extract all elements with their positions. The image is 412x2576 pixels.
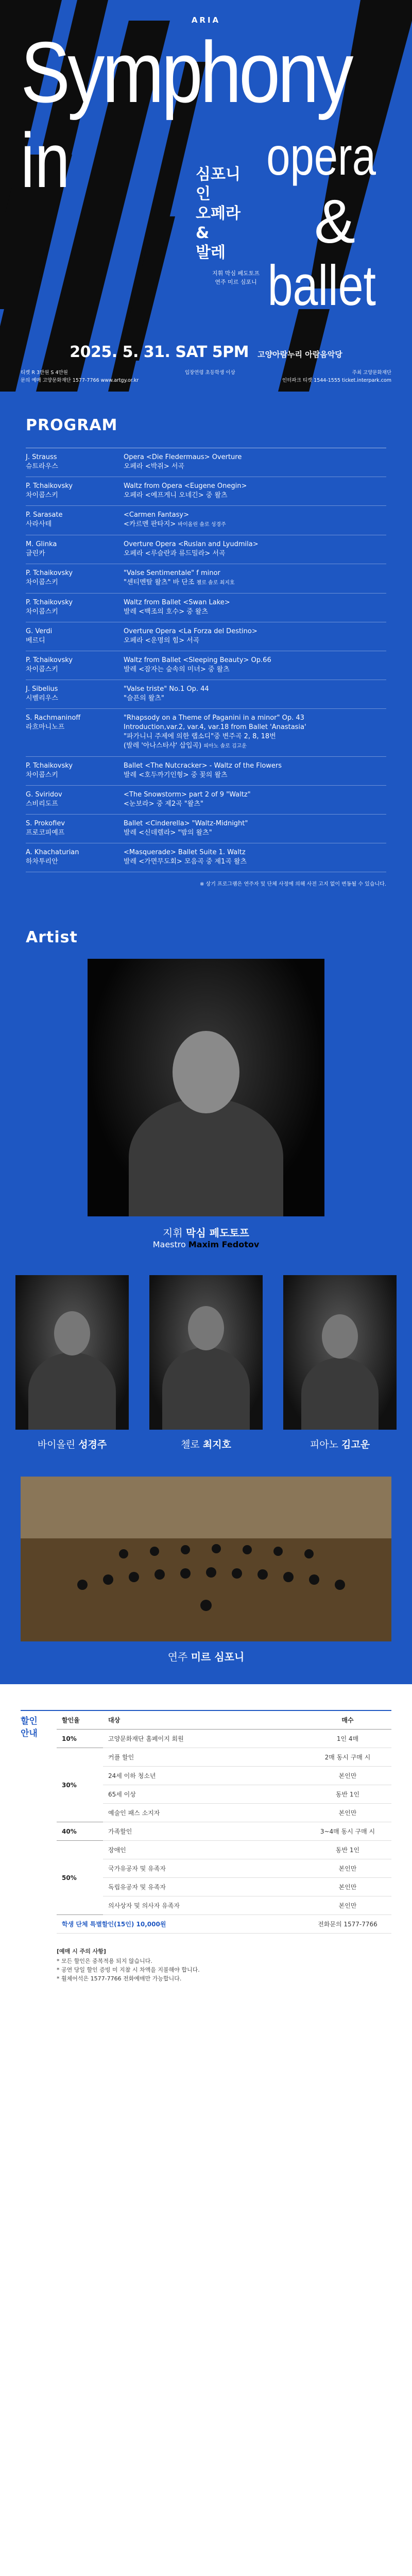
work-title [124,848,386,867]
conductor-silhouette [129,1098,283,1216]
kr-title-line: 인 [196,185,211,203]
artist-heading: Artist [26,928,78,946]
korean-title [196,165,241,263]
discount-qty: 3~4매 동시 구매 시 [304,1822,391,1841]
discount-target: 커플 할인 [103,1748,304,1767]
program-item [26,622,386,651]
program-item [26,815,386,843]
composer-name: 차이콥스키 [26,771,58,779]
age-limit: 입장연령 초등학생 이상 [184,370,235,376]
work-line: Overture Opera <La Forza del Destino> [124,628,258,635]
composer-name: A. Khachaturian [26,849,79,856]
discount-row [57,1767,391,1785]
composer [26,511,124,530]
conductor-role-en: Maestro [152,1240,186,1249]
discount-rate: 10% [57,1730,103,1748]
discount-qty: 본인만 [304,1896,391,1915]
work-line: 오페라 <운명의 힘> 서곡 [124,637,200,645]
program-item [26,594,386,622]
discount-qty: 본인만 [304,1767,391,1785]
concert-date: 2025. 5. 31. SAT 5PM [70,343,249,361]
discount-table [57,1710,391,1934]
composer-name: 차이콥스키 [26,579,58,586]
soloist-name: 김고운 [341,1439,370,1450]
composer-name: P. Tchaikovsky [26,762,73,770]
work-line: 오페라 <루슬란과 류드밀라> 서곡 [124,550,226,557]
work-line: "센티멘탈 왈츠" 바 단조 [124,579,195,586]
soloist-name: 성경주 [78,1439,107,1450]
composer [26,848,124,867]
work-line: "슬픈의 왈츠" [124,694,164,702]
concert-venue: 고양아람누리 아람음악당 [258,350,342,359]
work-line: <Masquerade> Ballet Suite 1. Waltz [124,849,246,856]
discount-rate: 40% [57,1822,103,1841]
soloist-cello [149,1275,263,1451]
work-line: Ballet <Cinderella> "Waltz-Midnight" [124,820,248,827]
program-item [26,709,386,757]
title-in: in [21,117,70,204]
discount-qty: 본인만 [304,1878,391,1896]
work-line: 발레 <호두까기인형> 중 꽃의 왈츠 [124,771,228,779]
violinist-photo [15,1275,129,1430]
work-line: Overture Opera <Ruslan and Lyudmila> [124,540,259,548]
program-list [26,448,386,872]
composer-name: 슈트라우스 [26,463,58,470]
program-item [26,786,386,815]
composer [26,656,124,674]
discount-target: 독립유공자 및 유족자 [103,1878,304,1896]
work-title [124,761,386,780]
conductor-name-en: Maxim Fedotov [188,1240,260,1249]
orchestra-name: 미르 심포니 [191,1651,245,1663]
discount-qty: 본인만 [304,1859,391,1878]
program-heading: PROGRAM [26,416,118,434]
conductor-name-kr: 막심 페도토프 [186,1227,249,1239]
pianist-photo [283,1275,397,1430]
notes-title: [예매 시 주의 사항] [57,1948,106,1955]
discount-target: 가족할인 [103,1822,304,1841]
organizer: 주최 고양문화재단 [352,370,391,376]
discount-target: 장애인 [103,1841,304,1859]
composer-name: P. Tchaikovsky [26,569,73,577]
composer [26,714,124,751]
discount-row [57,1748,391,1767]
composer [26,685,124,703]
pianist-head [322,1314,358,1359]
soloist-credit: 바이올린 솔로 성경주 [178,522,226,528]
orchestra-illustration [21,1477,391,1641]
discount-row [57,1785,391,1804]
hero-poster [0,0,412,392]
discount-row [57,1822,391,1841]
work-line: (발레 '아나스타샤' 삽입곡) [124,742,202,750]
orchestra-role: 연주 [167,1651,188,1663]
cellist-photo [149,1275,263,1430]
work-title [124,627,386,646]
booking-notes [57,1947,391,1983]
discount-row [57,1896,391,1915]
work-line: 발레 <백조의 호수> 중 왈츠 [124,608,208,616]
cellist-head [188,1306,224,1350]
work-title [124,714,386,751]
violinist-head [54,1311,90,1355]
composer-name: 스비리도프 [26,800,58,808]
work-line: Opera <Die Fledermaus> Overture [124,453,242,461]
kr-title-line: 발레 [196,244,226,262]
title-symphony: Symphony [21,24,351,121]
composer-name: P. Tchaikovsky [26,656,73,664]
kr-title-line: & [196,224,210,242]
program-section [0,392,412,918]
composer-name: 라흐마니노프 [26,723,65,731]
program-item [26,680,386,709]
work-title [124,656,386,674]
work-title [124,819,386,838]
hero-credits [212,269,260,286]
composer-name: J. Strauss [26,453,57,461]
credit-orchestra: 연주 미르 심포니 [215,279,257,285]
work-line: 발레 <신데렐라> "밤의 왈츠" [124,829,212,837]
composer [26,819,124,838]
group-discount-row [57,1915,391,1934]
work-line-wrap [124,578,386,588]
work-title [124,511,386,530]
note-line: * 모든 할인은 중복적용 되지 않습니다. [57,1958,152,1964]
discount-label [21,1710,57,1934]
composer-name: 차이콥스키 [26,492,58,499]
work-line: Waltz from Ballet <Swan Lake> [124,599,230,606]
composer-name: 사라사테 [26,520,52,528]
composer-name: 차이콥스키 [26,666,58,673]
interpark-link[interactable]: 인터파크 티켓 1544-1555 ticket.interpark.com [282,378,391,383]
violinist-silhouette [28,1352,116,1430]
kr-title-line: 오페라 [196,205,241,223]
work-line: <The Snowstorm> part 2 of 9 "Waltz" [124,791,251,799]
program-item [26,757,386,786]
discount-target: 고양문화재단 홈페이지 회원 [103,1730,304,1748]
work-title [124,482,386,500]
work-line-wrap [124,520,386,530]
work-line: 오페라 <예프게니 오네긴> 중 왈츠 [124,492,228,499]
soloist-piano [283,1275,397,1451]
discount-row [57,1804,391,1822]
title-ballet: ballet [267,254,376,317]
composer [26,540,124,558]
composer-name: 프로코피예프 [26,829,65,837]
work-line: "Valse triste" No.1 Op. 44 [124,685,209,693]
conductor-head [173,1031,239,1113]
work-title [124,790,386,809]
discount-target: 24세 이하 청소년 [103,1767,304,1785]
composer [26,627,124,646]
work-title [124,569,386,588]
discount-qty: 1인 4매 [304,1730,391,1748]
note-line: * 휠체어석은 1577-7766 전화예매만 가능합니다. [57,1975,182,1982]
composer [26,761,124,780]
discount-rate: 50% [57,1841,103,1915]
orchestra-photo [21,1477,391,1641]
header-target: 대상 [103,1710,304,1730]
pianist-silhouette [301,1358,379,1430]
date-venue [0,343,412,361]
composer-name: P. Tchaikovsky [26,482,73,490]
work-line: "Valse Sentimentale" f minor [124,569,220,577]
work-title [124,598,386,617]
composer-name: 하차투리안 [26,858,58,866]
program-item [26,448,386,477]
discount-target: 의사상자 및 의사자 유족자 [103,1896,304,1915]
composer-name: P. Tchaikovsky [26,599,73,606]
discount-target: 예술인 패스 소지자 [103,1804,304,1822]
composer-name: 차이콥스키 [26,608,58,616]
work-line: <눈보라> 중 제2곡 "왈츠" [124,800,203,808]
work-line: <Carmen Fantasy> [124,511,189,519]
composer-name: S. Prokofiev [26,820,65,827]
work-line: "파가니니 주제에 의한 랩소디"중 변주곡 2, 8, 18번 [124,733,276,740]
soloist-name: 최지호 [202,1439,231,1450]
conductor-photo [88,959,324,1216]
work-line: "Rhapsody on a Theme of Paganini in a minor" Op. 43 [124,714,304,722]
header-qty: 매수 [304,1710,391,1730]
composer-name: 베르디 [26,637,45,645]
composer-name: G. Verdi [26,628,53,635]
composer [26,569,124,588]
work-line: <카르멘 판타지> [124,520,176,528]
soloist-role: 바이올린 [37,1439,76,1450]
composer-name: G. Sviridov [26,791,62,799]
orchestra-caption [0,1649,412,1664]
soloist-credit: 피아노 솔로 김고운 [203,743,247,749]
discount-qty: 동반 1인 [304,1785,391,1804]
composer [26,482,124,500]
header-rate: 할인율 [57,1710,103,1730]
composer [26,598,124,617]
discount-qty: 2매 동시 구매 시 [304,1748,391,1767]
brand-logo: ARIA [191,15,221,25]
conductor-caption [0,1225,412,1249]
discount-row [57,1841,391,1859]
note-line: * 공연 당일 할인 증빙 미 지참 시 차액을 지불해야 합니다. [57,1967,200,1973]
credit-conductor: 지휘 막심 페도토프 [212,270,260,277]
work-title [124,540,386,558]
group-discount-qty: 전화문의 1577-7766 [304,1915,391,1934]
work-line: Introduction,var.2, var.4, var.18 from Ballet 'Anastasia' [124,723,306,731]
program-item [26,506,386,535]
work-title [124,453,386,471]
program-item [26,651,386,680]
program-item [26,535,386,564]
ticket-info [21,369,391,384]
program-item [26,564,386,594]
soloist-credit: 첼로 솔로 최지호 [196,580,235,586]
program-note: ※ 상기 프로그램은 연주자 및 단체 사정에 의해 사전 고지 없이 변동될 수 있습니다. [199,882,386,887]
work-line: Waltz from Ballet <Sleeping Beauty> Op.66 [124,656,271,664]
title-ampersand: & [314,187,355,256]
discount-qty: 동반 1인 [304,1841,391,1859]
discount-qty: 본인만 [304,1804,391,1822]
soloist-role: 첼로 [181,1439,200,1450]
title-opera: opera [266,127,376,187]
composer [26,453,124,471]
work-line: 발레 <잠자는 숲속의 미녀> 중 왈츠 [124,666,230,673]
kr-title-line: 심포니 [196,165,241,183]
soloist-violin [15,1275,129,1451]
soloists-row [15,1275,397,1451]
discount-target: 국가유공자 및 유족자 [103,1859,304,1878]
composer-name: S. Rachmaninoff [26,714,81,722]
discount-row [57,1878,391,1896]
composer-name: M. Glinka [26,540,57,548]
work-line: 발레 <가면무도회> 모음곡 중 제1곡 왈츠 [124,858,247,866]
discount-section [0,1684,412,2014]
ticket-price: 티켓 R 3만원 S 4만원 [21,370,68,376]
work-title [124,685,386,703]
discount-label-line: 할인 [21,1716,38,1726]
program-item [26,477,386,506]
work-line: Waltz from Opera <Eugene Onegin> [124,482,247,490]
discount-label-line: 안내 [21,1728,38,1739]
composer-name: P. Sarasate [26,511,63,519]
composer [26,790,124,809]
composer-name: 글린카 [26,550,45,557]
inquiry-link[interactable]: 문의 예매 고양문화재단 1577-7766 www.artgy.or.kr [21,378,139,383]
program-item [26,843,386,872]
composer-name: J. Sibelius [26,685,58,693]
work-line-wrap [124,741,386,751]
discount-rate: 30% [57,1748,103,1822]
group-discount-target: 학생 단체 특별할인(15인) 10,000원 [57,1915,304,1934]
artist-section [0,918,412,1684]
discount-rows [57,1730,391,1934]
conductor-role: 지휘 [163,1227,183,1239]
work-line: 오페라 <박쥐> 서곡 [124,463,184,470]
discount-row [57,1730,391,1748]
soloist-role: 피아노 [310,1439,338,1450]
discount-target: 65세 이상 [103,1785,304,1804]
composer-name: 시벨리우스 [26,694,58,702]
work-line: Ballet <The Nutcracker> - Waltz of the Flowers [124,762,282,770]
cellist-silhouette [162,1347,250,1430]
discount-row [57,1859,391,1878]
